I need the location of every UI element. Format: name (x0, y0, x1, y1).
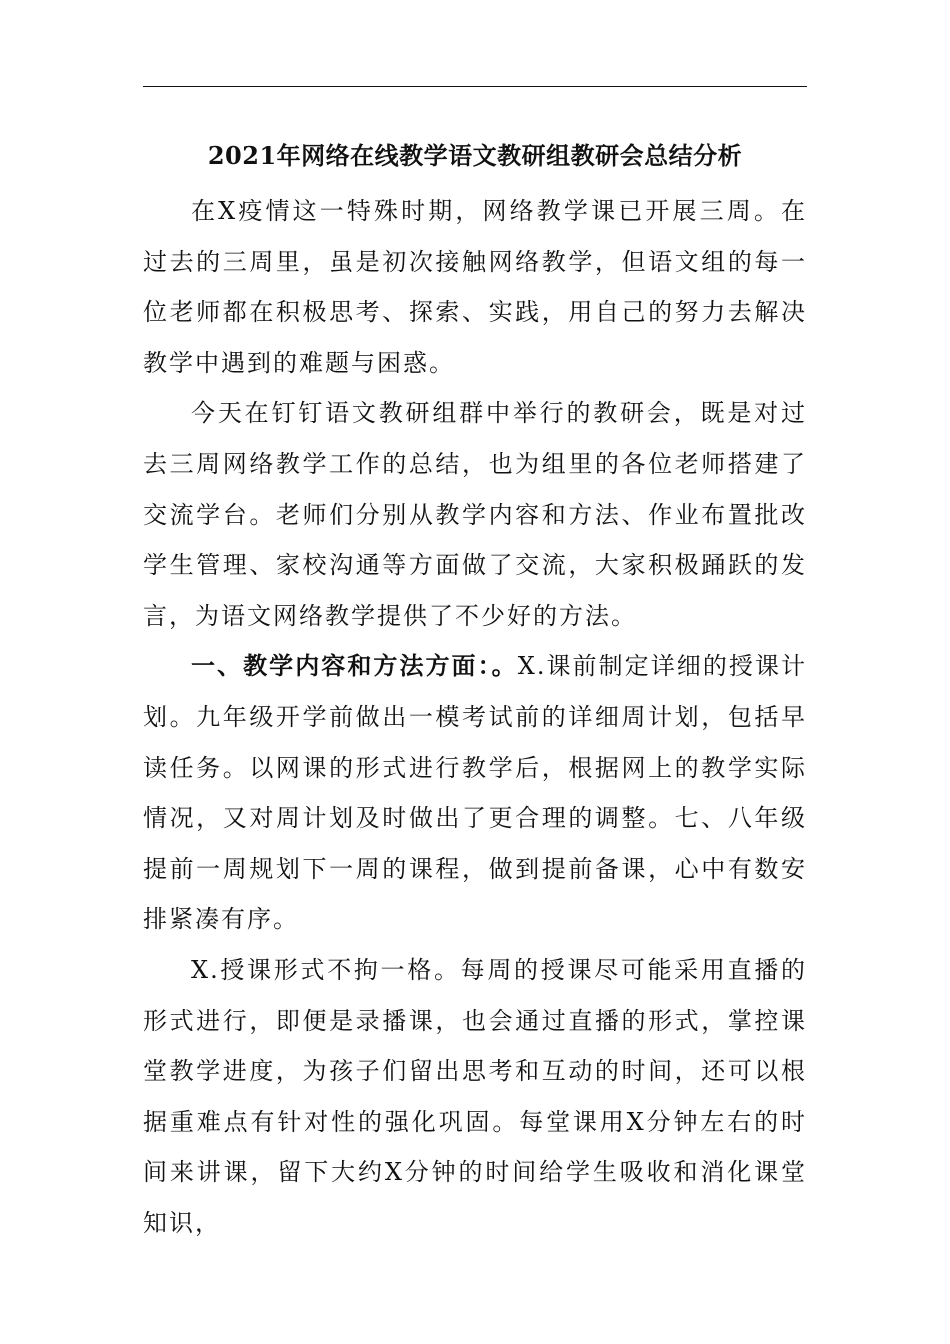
paragraph-intro (143, 186, 807, 388)
paragraph-text: 今天在钉钉语文教研组群中举行的教研会，既是对过去三周网络教学工作的总结，也为组里的各位老师搭建了交流学台。老师们分别从教学内容和方法、作业布置批改学生管理、家校沟通等方面做了交流，大家积极踊跃的发言，为语文网络教学提供了不少好的方法。 (143, 399, 807, 630)
paragraph-meeting (143, 388, 807, 641)
document-title: 2021年网络在线教学语文教研组教研会总结分析 (207, 141, 743, 170)
section-heading: 一、教学内容和方法方面：。 (191, 651, 518, 681)
paragraph-text: X.课前制定详细的授课计划。九年级开学前做出一模考试前的详细周计划，包括早读任务。以网课的形式进行教学后，根据网上的教学实际情况，又对周计划及时做出了更合理的调整。七、八年级提前一周规划下一周的课程，做到提前备课，心中有数安排紧凑有序。 (143, 652, 808, 934)
document-body (143, 186, 807, 1248)
paragraph-section-one (143, 641, 807, 945)
paragraph-teaching-form (143, 945, 807, 1249)
paragraph-text: X.授课形式不拘一格。每周的授课尽可能采用直播的形式进行，即便是录播课，也会通过直播的形式，掌控课堂教学进度，为孩子们留出思考和互动的时间，还可以根据重难点有针对性的强化巩固。每堂课用X分钟左右的时间来讲课，留下大约X分钟的时间给学生吸收和消化课堂知识， (143, 955, 807, 1237)
header-rule (143, 86, 807, 87)
paragraph-text: 在X疫情这一特殊时期，网络教学课已开展三周。在过去的三周里，虽是初次接触网络教学，但语文组的每一位老师都在积极思考、探索、实践，用自己的努力去解决教学中遇到的难题与困惑。 (143, 197, 807, 377)
